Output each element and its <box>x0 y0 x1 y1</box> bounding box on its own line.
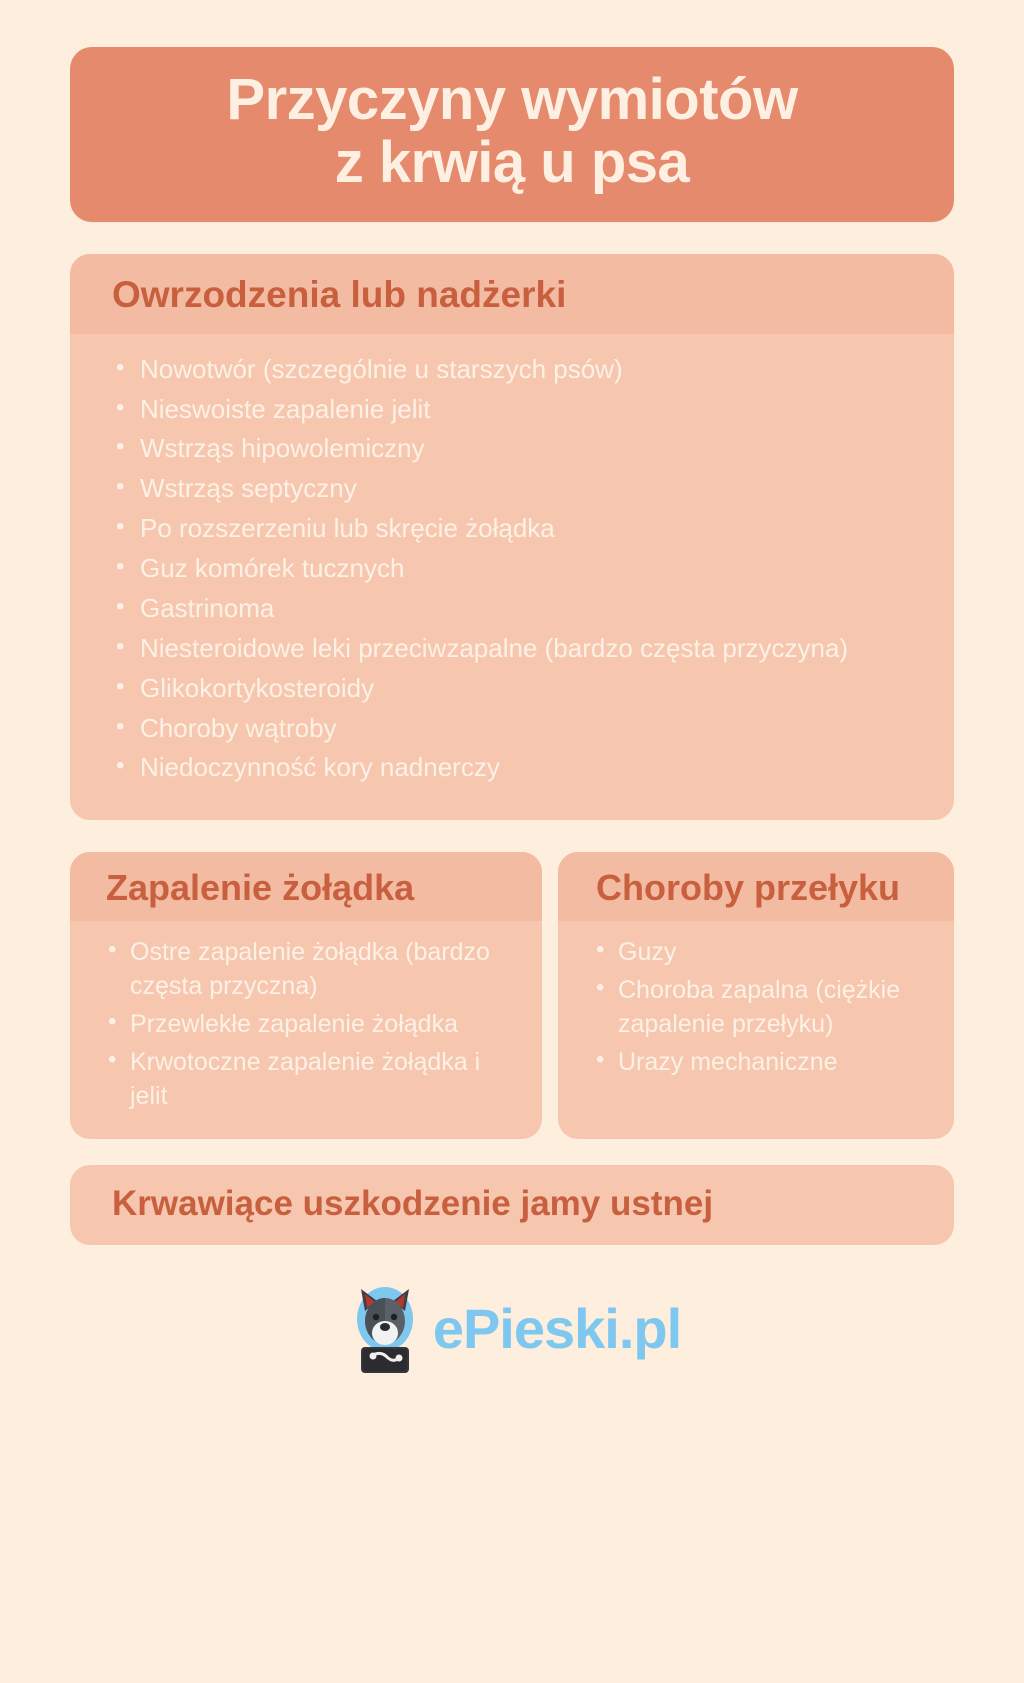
section-gastritis-body <box>70 921 542 1139</box>
list-item: • Guz komórek tucznych <box>112 551 912 587</box>
list-item: • Niedoczynność kory nadnerczy <box>112 750 912 786</box>
list-item: • Po rozszerzeniu lub skręcie żołądka <box>112 511 912 547</box>
section-ulcers-title: Owrzodzenia lub nadżerki <box>112 274 567 316</box>
section-ulcers-body <box>70 334 954 821</box>
list-item: • Glikokortykosteroidy <box>112 671 912 707</box>
site-logo-text: ePieski.pl <box>432 1297 682 1361</box>
list-item: • Choroby wątroby <box>112 711 912 747</box>
section-gastritis <box>70 852 542 1138</box>
list-item: • Krwotoczne zapalenie żołądka i jelit <box>104 1045 512 1113</box>
list-item: • Wstrząs septyczny <box>112 471 912 507</box>
section-ulcers-header <box>70 254 954 333</box>
section-esophagus-title: Choroby przełyku <box>596 867 901 909</box>
list-item: • Niesteroidowe leki przeciwzapalne (bardzo częsta przyczyna) <box>112 631 912 667</box>
page-title-line-2: z krwią u psa <box>334 129 690 195</box>
page-title-line-1: Przyczyny wymiotów <box>226 67 798 132</box>
list-item: • Ostre zapalenie żołądka (bardzo częsta przyczna) <box>104 935 512 1003</box>
section-gastritis-list <box>104 935 512 1113</box>
section-esophagus <box>558 852 954 1138</box>
list-item: • Przewlekłe zapalenie żołądka <box>104 1007 512 1041</box>
section-gastritis-title: Zapalenie żołądka <box>106 867 415 909</box>
section-oral-injury-title: Krwawiące uszkodzenie jamy ustnej <box>112 1183 714 1223</box>
section-ulcers <box>70 254 954 820</box>
section-esophagus-header <box>558 852 954 920</box>
list-item: • Nowotwór (szczególnie u starszych psów) <box>112 352 912 388</box>
infographic-page <box>0 47 1024 1683</box>
list-item: • Urazy mechaniczne <box>592 1045 940 1079</box>
section-esophagus-list <box>592 935 940 1079</box>
section-oral-injury <box>70 1165 954 1246</box>
site-logo <box>70 1281 954 1377</box>
list-item: • Guzy <box>592 935 940 969</box>
section-esophagus-body <box>558 921 954 1105</box>
list-item: • Gastrinoma <box>112 591 912 627</box>
section-ulcers-list <box>112 352 912 787</box>
title-banner <box>70 47 954 222</box>
list-item: • Wstrząs hipowolemiczny <box>112 431 912 467</box>
list-item: • Nieswoiste zapalenie jelit <box>112 392 912 428</box>
french-bulldog-mascot-icon <box>343 1281 427 1377</box>
two-column-row <box>70 852 954 1138</box>
list-item: • Choroba zapalna (ciężkie zapalenie przełyku) <box>592 973 940 1041</box>
section-gastritis-header <box>70 852 542 920</box>
